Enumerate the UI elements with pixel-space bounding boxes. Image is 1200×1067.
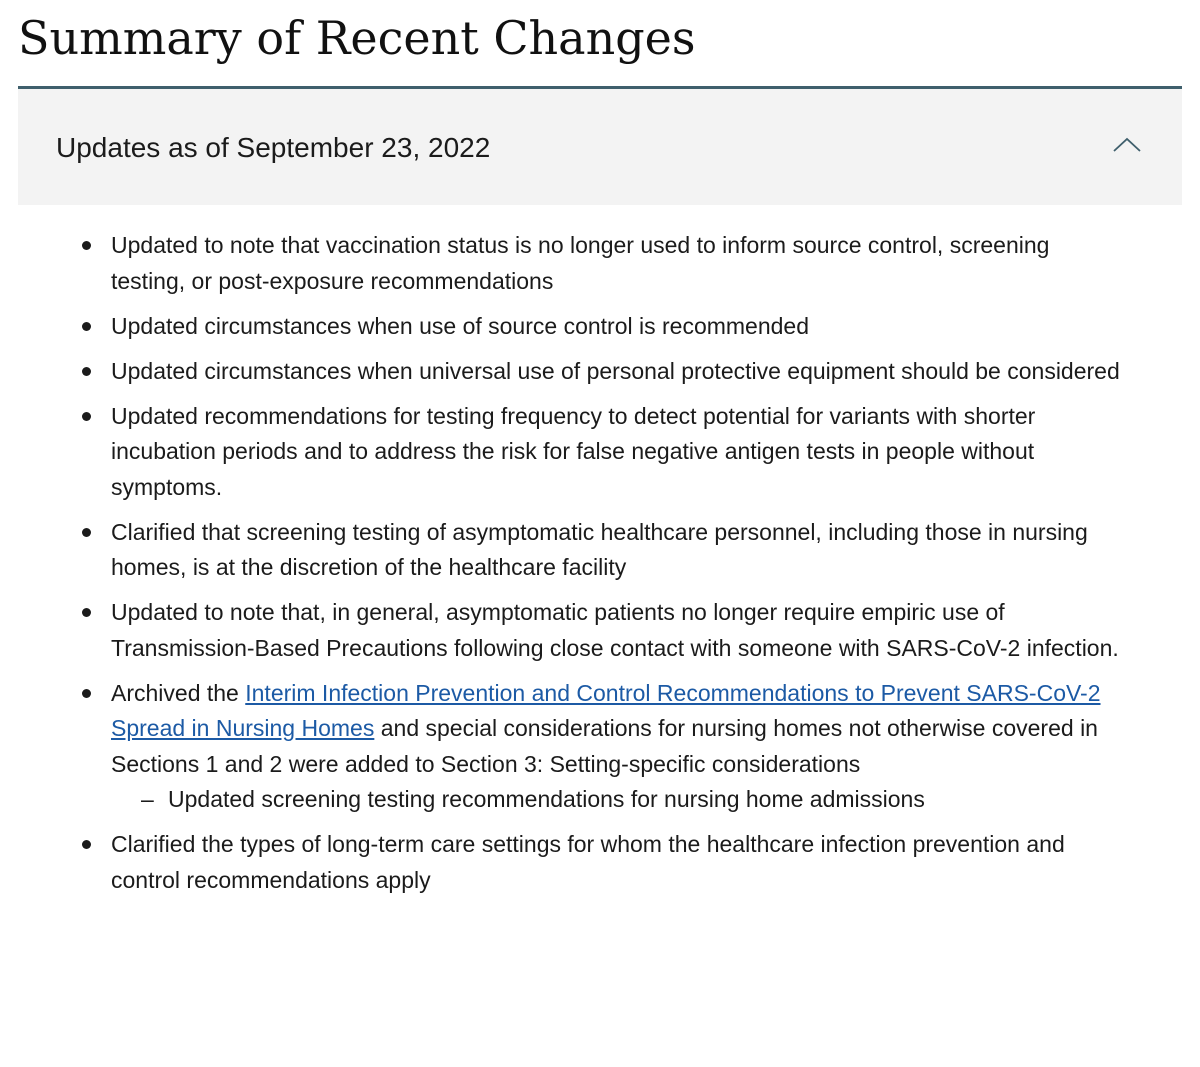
list-item-text: Updated recommendations for testing frequency to detect potential for variants with shorter incubation periods and to address the risk for false negative antigen tests in people without symptoms. xyxy=(111,402,1036,500)
list-item-archived xyxy=(18,676,1182,818)
bullet-icon xyxy=(82,608,91,617)
dash-marker-icon: – xyxy=(141,786,154,812)
list-item xyxy=(18,228,1182,299)
page-title: Summary of Recent Changes xyxy=(18,11,696,65)
changes-list xyxy=(18,228,1182,898)
updates-accordion xyxy=(18,86,1182,908)
bullet-icon xyxy=(82,840,91,849)
list-item xyxy=(18,309,1182,345)
accordion-header[interactable] xyxy=(18,86,1182,205)
bullet-icon xyxy=(82,241,91,250)
list-item-text: Clarified that screening testing of asymptomatic healthcare personnel, including those in nursing homes, is at the discretion of the healthcare facility xyxy=(111,518,1088,580)
list-item xyxy=(18,515,1182,586)
list-item-text: Updated to note that, in general, asymptomatic patients no longer require empiric use of Transmission-Based Precautions following close contact with someone with SARS-CoV-2 infection. xyxy=(111,599,1119,661)
list-item xyxy=(18,827,1182,898)
accordion-body xyxy=(18,205,1182,898)
accordion-title: Updates as of September 23, 2022 xyxy=(56,132,491,163)
list-item xyxy=(18,399,1182,506)
chevron-up-icon[interactable] xyxy=(1112,135,1142,155)
list-item-prefix: Archived the xyxy=(111,679,246,706)
list-item-text: Updated circumstances when use of source control is recommended xyxy=(111,312,810,339)
sub-list-item xyxy=(111,782,1122,818)
bullet-icon xyxy=(82,322,91,331)
bullet-icon xyxy=(82,528,91,537)
list-item-text: Clarified the types of long-term care settings for whom the healthcare infection prevention and control recommendations apply xyxy=(111,831,1065,893)
sub-list xyxy=(111,782,1122,818)
bullet-icon xyxy=(82,367,91,376)
list-item-suffix: and special considerations for nursing homes not otherwise covered in Sections 1 and 2 were added to Section 3: Setting-specific considerations xyxy=(111,715,1098,777)
list-item xyxy=(18,354,1182,390)
bullet-icon xyxy=(82,689,91,698)
bullet-icon xyxy=(82,412,91,421)
list-item-text: Updated circumstances when universal use of personal protective equipment should be considered xyxy=(111,357,1120,384)
nursing-homes-guidance-link[interactable]: Interim Infection Prevention and Control Recommendations to Prevent SARS-CoV-2 Spread in Nursing Homes xyxy=(111,679,1101,741)
list-item xyxy=(18,595,1182,666)
list-item-text: Updated to note that vaccination status is no longer used to inform source control, screening testing, or post-exposure recommendations xyxy=(111,232,1050,294)
sub-list-item-text: Updated screening testing recommendations for nursing home admissions xyxy=(168,786,925,812)
